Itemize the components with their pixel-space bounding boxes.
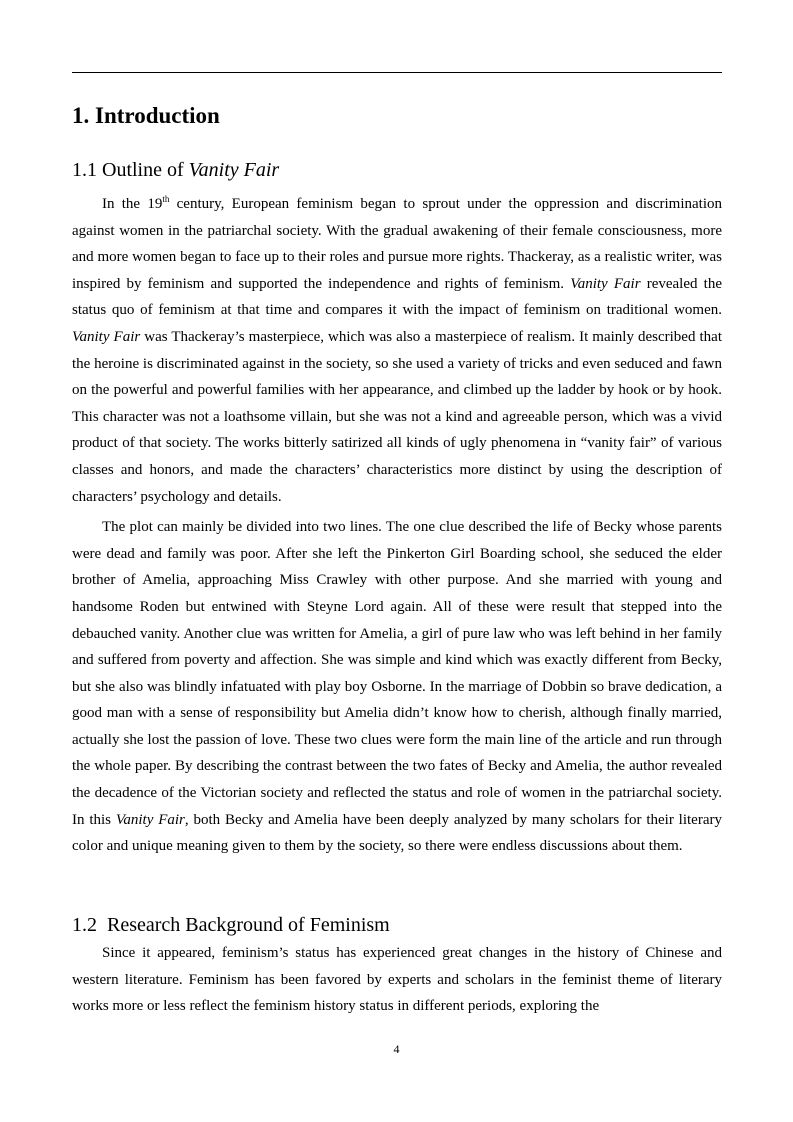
section-number: 1.2 [72,914,97,936]
page-number: 4 [393,1042,400,1056]
section-title-1-1 [72,156,279,184]
text-run: In the 19 [102,196,163,212]
section-number: 1.1 [72,159,97,181]
book-title: Vanity Fair [570,275,641,292]
superscript: th [162,194,170,204]
text-run: century, European feminism began to sprout under the oppression and discrimination against women in the patriarchal society. With the gradual awakening of their female consciousness, more and more women began to face up to their roles and pursue more rights. Thackeray, as a realistic writer, was inspired by feminism and supported the independence and rights of feminism. [72,196,722,292]
text-run: revealed the status quo of feminism at that time and compares it with the impact of feminism on traditional women. [72,275,723,319]
section-title-prefix: Outline of [102,159,184,181]
book-title: Vanity Fair [115,811,185,828]
header-rule [72,72,722,73]
book-title: Vanity Fair [72,328,141,345]
text-run: was Thackeray’s masterpiece, which was also a masterpiece of realism. It mainly described that the heroine is discriminated against in the society, so she used a variety of tricks and even seduced and fawn on the powerful and powerful families with her appearance, and climbed up the ladder by hook or by hook. This character was not a loathsome villain, but she was not a kind and agreeable person, which was a vivid product of that society. The works bitterly satirized all kinds of ugly phenomena in “vanity fair” of various classes and honors, and made the characters’ characteristics more distinct by using the description of characters’ psychology and details. [72,328,722,505]
section-title-1-2 [72,911,390,939]
section-title-italic: Vanity Fair [188,159,280,181]
section-title-text: Research Background of Feminism [107,914,390,936]
text-run: , both Becky and Amelia have been deeply analyzed by many scholars for their literary color and unique meaning given to them by the society, so there were endless discussions about them. [72,811,722,855]
chapter-title: 1. Introduction [72,103,220,128]
paragraph [72,186,722,510]
section-1-1-body [72,186,722,860]
paragraph: Since it appeared, feminism’s status has experienced great changes in the history of Chinese and western literature. Feminism has been favored by experts and scholars in the feminist theme of literary works more or less reflect the feminism history status in different periods, exploring the [72,945,722,1015]
text-run: The plot can mainly be divided into two lines. The one clue described the life of Becky whose parents were dead and family was poor. After she left the Pinkerton Girl Boarding school, she seduced the elder brother of Amelia, approaching Miss Crawley with other purpose. And she married with young and handsome Roden but entwined with Steyne Lord again. All of these were result that stepped into the debauched vanity. Another clue was written for Amelia, a girl of pure law who was left behind in her family and suffered from poverty and affection. She was simple and kind which was exactly different from Becky, but she also was blindly infatuated with play boy Osborne. In the marriage of Dobbin so brave dedication, a good man with a sense of responsibility but Amelia didn’t know how to cherish, although finally married, actually she lost the passion of love. These two clues were form the main line of the article and run through the whole paper. By describing the contrast between the two fates of Becky and Amelia, the author revealed the decadence of the Victorian society and reflected the status and role of women in the patriarchal society. In this [72,519,722,828]
paragraph [72,514,722,860]
section-1-2-body [72,940,722,1020]
